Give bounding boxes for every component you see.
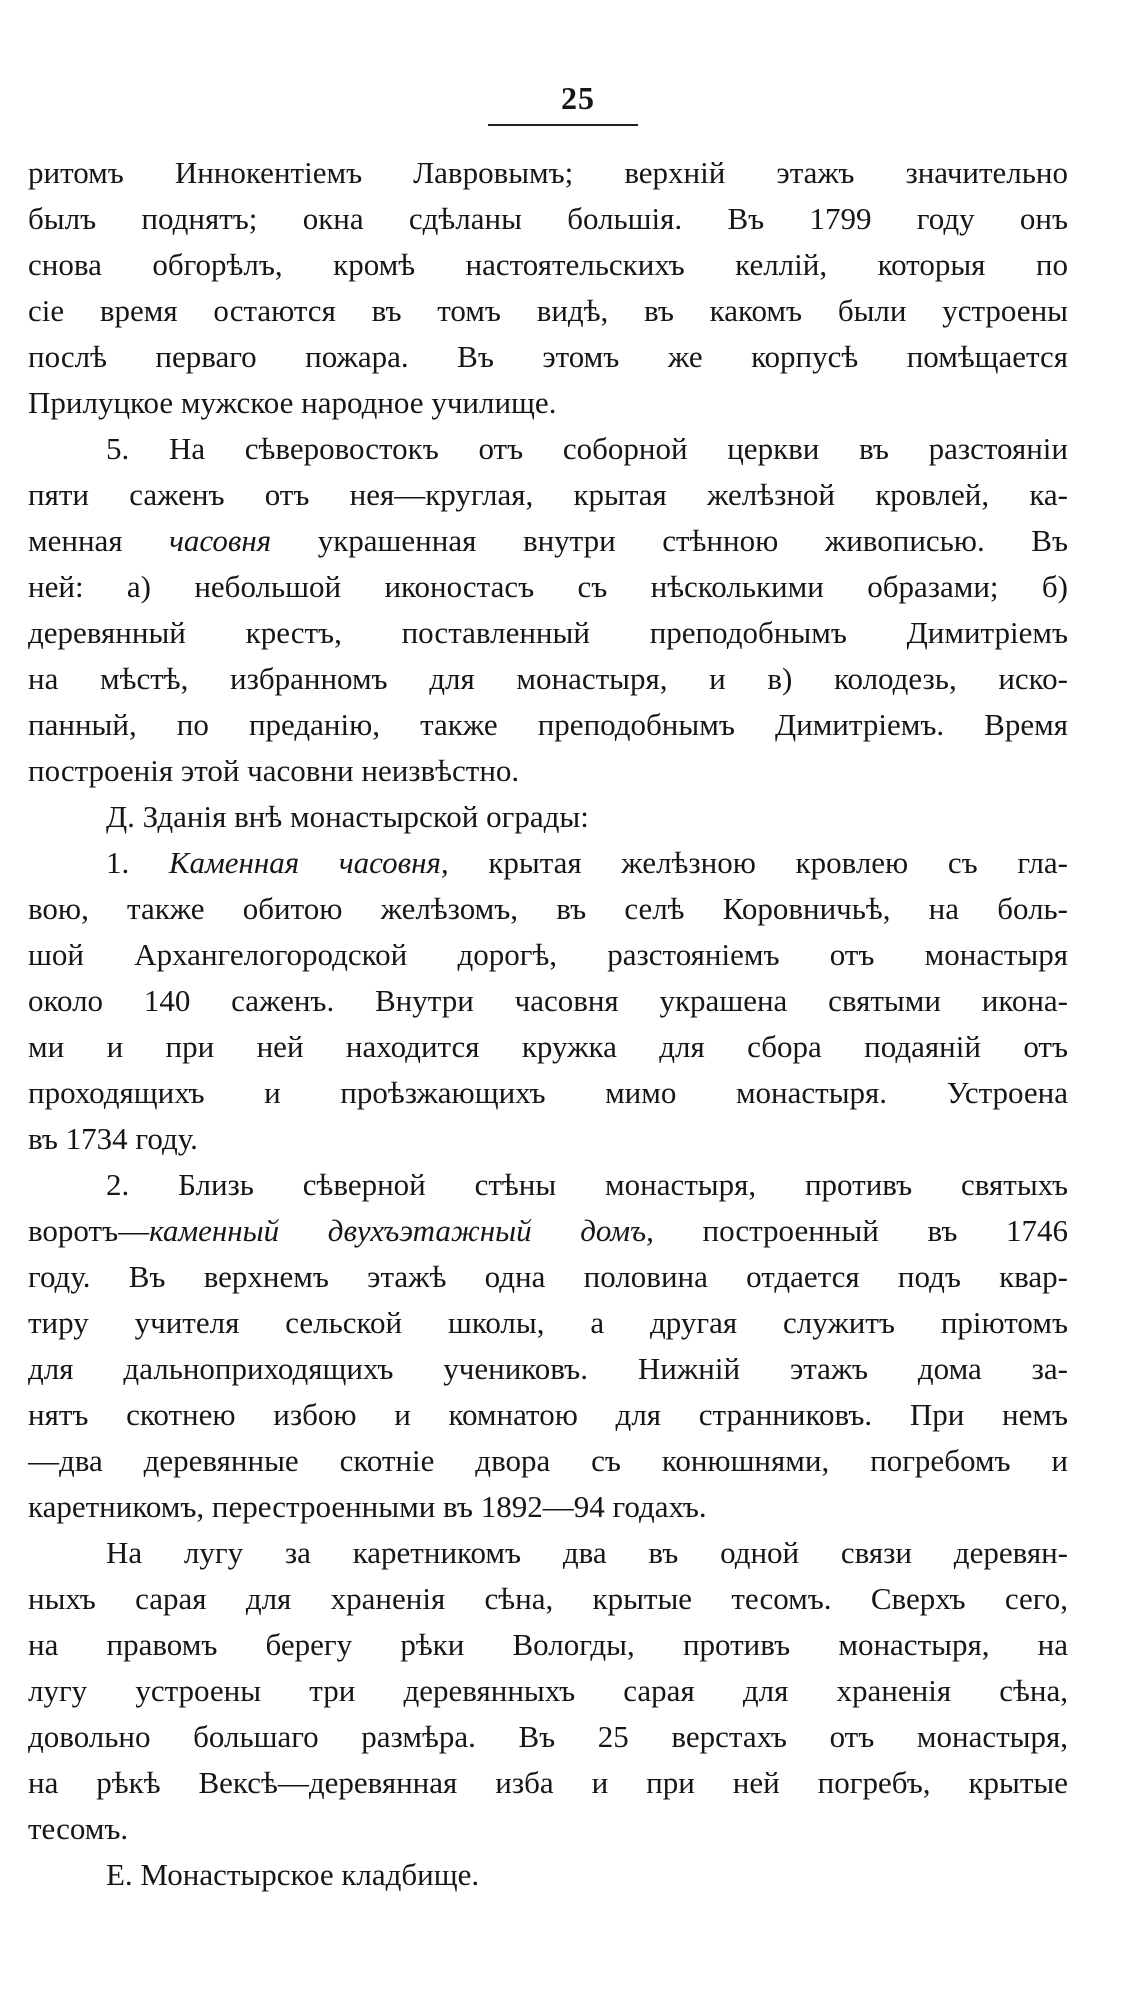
text-line: послѣ перваго пожара. Въ этомъ же корпусѣ помѣщается xyxy=(28,339,1068,374)
text-line xyxy=(28,518,1068,564)
text-line: панный, по преданію, также преподобнымъ Димитріемъ. Время xyxy=(28,707,1068,742)
text-line: ныхъ сарая для храненія сѣна, крытые тесомъ. Сверхъ сего, xyxy=(28,1581,1068,1616)
text-line: снова обгорѣлъ, кромѣ настоятельскихъ келлій, которыя по xyxy=(28,247,1068,282)
text-line: деревянный крестъ, поставленный преподобнымъ Димитріемъ xyxy=(28,615,1068,650)
text-line: вою, также обитою желѣзомъ, въ селѣ Коровничьѣ, на боль- xyxy=(28,891,1068,926)
text-line: Прилуцкое мужское народное училище. xyxy=(28,385,557,420)
italic-phrase: Каменная часовня, xyxy=(168,845,449,880)
text-line: —два деревянные скотніе двора съ конюшнями, погребомъ и xyxy=(28,1443,1068,1478)
page-number: 25 xyxy=(561,80,595,116)
text-line xyxy=(28,840,1068,886)
text-segment: крытая желѣзною кровлею съ гла- xyxy=(448,845,1068,880)
text-segment: украшенная внутри стѣнною живописью. Въ xyxy=(271,523,1068,558)
text-line: пяти саженъ отъ нея—круглая, крытая желѣзной кровлей, ка- xyxy=(28,477,1068,512)
page-number-rule xyxy=(488,124,638,126)
text-line: На лугу за каретникомъ два въ одной связи деревян- xyxy=(106,1535,1068,1570)
text-segment: 1. xyxy=(106,845,169,880)
text-line: около 140 саженъ. Внутри часовня украшена святыми икона- xyxy=(28,983,1068,1018)
text-line: 2. Близь сѣверной стѣны монастыря, противъ святыхъ xyxy=(106,1167,1068,1202)
body-text xyxy=(28,150,1068,1898)
text-line: на мѣстѣ, избранномъ для монастыря, и в) колодезь, иско- xyxy=(28,661,1068,696)
text-segment: построенный въ 1746 xyxy=(653,1213,1068,1248)
text-line: ней: а) небольшой иконостасъ съ нѣсколькими образами; б) xyxy=(28,569,1068,604)
book-page xyxy=(28,0,1068,1990)
text-line xyxy=(28,1208,1068,1254)
text-segment: менная xyxy=(28,523,170,558)
italic-phrase: каменный двухъэтажный домъ, xyxy=(149,1213,654,1248)
text-line: каретникомъ, перестроенными въ 1892—94 годахъ. xyxy=(28,1489,707,1524)
text-line: ми и при ней находится кружка для сбора подаяній отъ xyxy=(28,1029,1068,1064)
text-line: лугу устроены три деревянныхъ сарая для храненія сѣна, xyxy=(28,1673,1068,1708)
text-line: Д. Зданія внѣ монастырской ограды: xyxy=(106,799,589,834)
text-line: ритомъ Иннокентіемъ Лавровымъ; верхній этажъ значительно xyxy=(28,155,1068,190)
text-line: тесомъ. xyxy=(28,1811,129,1846)
text-line: нятъ скотнею избою и комнатою для странниковъ. При немъ xyxy=(28,1397,1068,1432)
text-line: на правомъ берегу рѣки Вологды, противъ монастыря, на xyxy=(28,1627,1068,1662)
text-segment: воротъ— xyxy=(28,1213,150,1248)
page-number-block xyxy=(518,78,638,118)
text-line: 5. На сѣверовостокъ отъ соборной церкви въ разстояніи xyxy=(106,431,1068,466)
text-line: въ 1734 году. xyxy=(28,1121,198,1156)
text-line: построенія этой часовни неизвѣстно. xyxy=(28,753,520,788)
text-line: проходящихъ и проѣзжающихъ мимо монастыря. Устроена xyxy=(28,1075,1068,1110)
text-line: былъ поднятъ; окна сдѣланы большія. Въ 1799 году онъ xyxy=(28,201,1068,236)
text-line: на рѣкѣ Вексѣ—деревянная изба и при ней погребъ, крытые xyxy=(28,1765,1068,1800)
text-line: шой Архангелогородской дорогѣ, разстояніемъ отъ монастыря xyxy=(28,937,1068,972)
text-line: Е. Монастырское кладбище. xyxy=(106,1857,480,1892)
italic-phrase: часовня xyxy=(169,523,272,558)
text-line: для дальноприходящихъ учениковъ. Нижній этажъ дома за- xyxy=(28,1351,1068,1386)
text-line: году. Въ верхнемъ этажѣ одна половина отдается подъ квар- xyxy=(28,1259,1068,1294)
text-line: сіе время остаются въ томъ видѣ, въ какомъ были устроены xyxy=(28,293,1068,328)
text-line: тиру учителя сельской школы, а другая служитъ пріютомъ xyxy=(28,1305,1068,1340)
text-line: довольно большаго размѣра. Въ 25 верстахъ отъ монастыря, xyxy=(28,1719,1068,1754)
